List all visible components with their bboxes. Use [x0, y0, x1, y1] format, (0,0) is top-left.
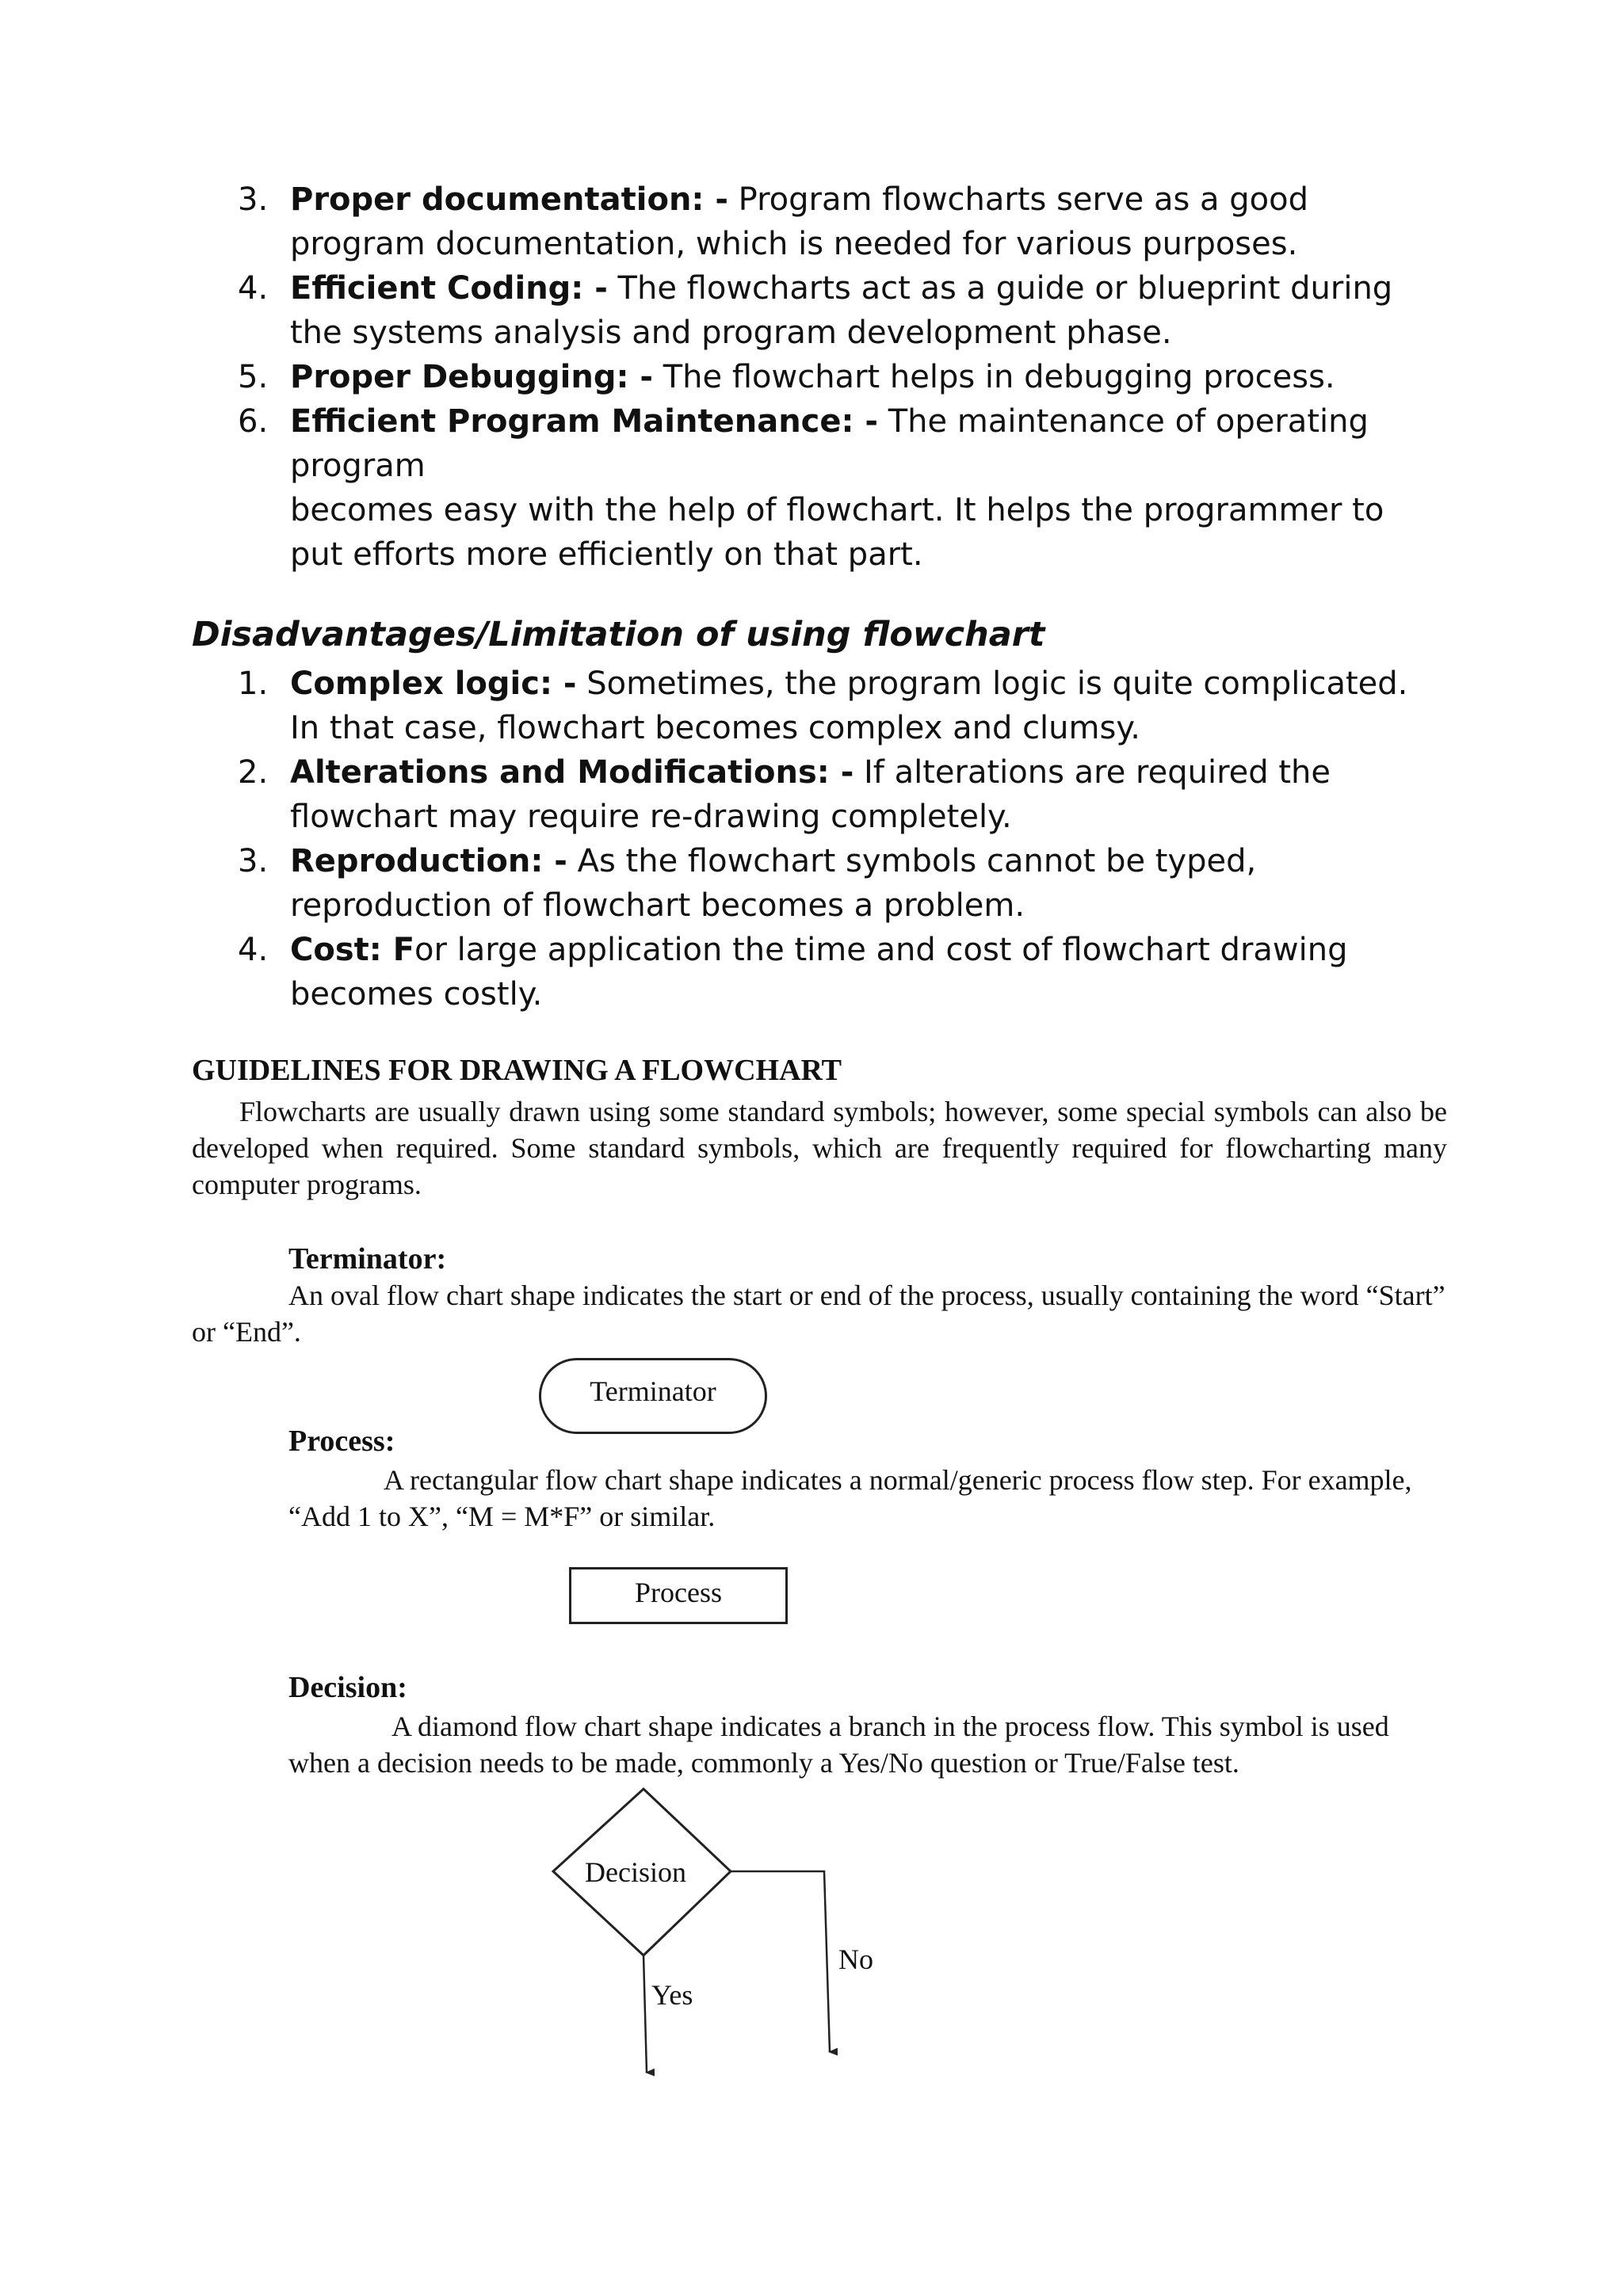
advantage-item-number: 4.: [238, 270, 269, 307]
advantage-item-line: [290, 488, 1442, 532]
advantage-item-line: [290, 532, 1442, 577]
disadvantage-item-text: As the flowchart symbols cannot be typed,: [567, 843, 1257, 879]
advantage-item-term: Efficient Coding: -: [290, 270, 608, 307]
disadvantage-item-term: Cost: F: [290, 932, 415, 968]
terminator-label: Terminator:: [288, 1242, 447, 1276]
disadvantage-item-line: [290, 795, 1442, 839]
disadvantage-item-number: 4.: [238, 932, 269, 968]
disadvantage-item-number: 1.: [238, 666, 269, 702]
disadvantage-item-line: [290, 883, 1442, 928]
disadvantage-item-line: [290, 839, 1442, 883]
disadvantages-list: [238, 662, 1442, 1016]
disadvantage-item-text: In that case, flowchart becomes complex and clumsy.: [290, 710, 1141, 746]
advantage-item-text: program documentation, which is needed for various purposes.: [290, 226, 1298, 262]
advantage-item: [238, 266, 1442, 355]
advantage-item-line: [290, 355, 1442, 399]
terminator-description: An oval flow chart shape indicates the start or end of the process, usually containing the word “Start” or “End”.: [192, 1280, 1445, 1348]
disadvantage-item-text: or large application the time and cost of flowchart drawing: [414, 932, 1348, 968]
advantages-list: [238, 177, 1442, 577]
advantage-item-text: program: [290, 448, 426, 484]
advantage-item-text: The flowchart helps in debugging process.: [653, 359, 1335, 395]
advantage-item-text: The flowcharts act as a guide or blueprint during: [607, 270, 1393, 307]
disadvantage-item-text: becomes costly.: [290, 976, 543, 1013]
advantage-item-line: [290, 222, 1442, 266]
process-shape: [569, 1567, 788, 1624]
advantage-item-term: Proper documentation: -: [290, 181, 728, 218]
disadvantage-item-term: Alterations and Modifications: -: [290, 754, 854, 791]
decision-diamond: [553, 1789, 731, 1955]
no-label: No: [838, 1943, 873, 1975]
advantage-item-text: The maintenance of operating: [878, 403, 1369, 440]
decision-shape-text: Decision: [585, 1856, 686, 1888]
disadvantages-heading: Disadvantages/Limitation of using flowchart: [192, 615, 1045, 654]
advantage-item-number: 3.: [238, 181, 269, 218]
advantage-item-line: [290, 444, 1442, 488]
disadvantage-item-term: Complex logic: -: [290, 666, 577, 702]
advantage-item-number: 6.: [238, 403, 269, 440]
disadvantage-item-text: Sometimes, the program logic is quite complicated.: [576, 666, 1408, 702]
disadvantage-item-term: Reproduction: -: [290, 843, 567, 879]
yes-branch-line: [643, 1955, 647, 2073]
advantage-item-line: [290, 177, 1442, 222]
disadvantage-item-text: If alterations are required the: [854, 754, 1331, 791]
disadvantage-item: [238, 750, 1442, 839]
disadvantage-item-line: [290, 750, 1442, 795]
decision-description: A diamond flow chart shape indicates a branch in the process flow. This symbol is used when a decision needs to be made, commonly a Yes/No question or True/False test.: [288, 1711, 1389, 1779]
process-shape-text: Process: [635, 1577, 722, 1608]
process-description: A rectangular flow chart shape indicates a normal/generic process flow step. For example, “Add 1 to X”, “M = M*F” or similar.: [288, 1464, 1412, 1532]
disadvantage-item-number: 3.: [238, 843, 269, 879]
terminator-shape: [539, 1358, 767, 1434]
disadvantage-item-line: [290, 706, 1442, 750]
disadvantage-item-text: flowchart may require re-drawing completely.: [290, 799, 1012, 835]
disadvantage-item-line: [290, 928, 1442, 972]
advantage-item-number: 5.: [238, 359, 269, 395]
disadvantage-item-line: [290, 662, 1442, 706]
no-branch-line: [731, 1871, 830, 2052]
guidelines-paragraph: Flowcharts are usually drawn using some standard symbols; however, some special symbols can also be developed when required. Some standard symbols, which are frequently required for flowcharting many computer programs.: [192, 1096, 1447, 1200]
disadvantage-item: [238, 839, 1442, 928]
process-label: Process:: [288, 1425, 395, 1458]
terminator-shape-text: Terminator: [590, 1375, 716, 1407]
advantage-item-term: Efficient Program Maintenance: -: [290, 403, 879, 440]
advantage-item-line: [290, 266, 1442, 311]
guidelines-heading: GUIDELINES FOR DRAWING A FLOWCHART: [192, 1054, 842, 1087]
advantage-item-text: Program flowcharts serve as a good: [727, 181, 1308, 218]
decision-label: Decision:: [288, 1671, 407, 1704]
advantage-item-text: becomes easy with the help of flowchart. It helps the programmer to: [290, 492, 1384, 528]
disadvantage-item: [238, 662, 1442, 750]
yes-label: Yes: [651, 1979, 693, 2011]
disadvantage-item: [238, 928, 1442, 1016]
advantage-item-term: Proper Debugging: -: [290, 359, 653, 395]
advantage-item: [238, 177, 1442, 266]
advantage-item: [238, 355, 1442, 399]
advantage-item-text: put efforts more efficiently on that part.: [290, 536, 923, 573]
advantage-item-line: [290, 311, 1442, 355]
disadvantage-item-number: 2.: [238, 754, 269, 791]
advantage-item-text: the systems analysis and program development phase.: [290, 315, 1172, 351]
advantage-item: [238, 399, 1442, 577]
advantage-item-line: [290, 399, 1442, 444]
disadvantage-item-line: [290, 972, 1442, 1016]
disadvantage-item-text: reproduction of flowchart becomes a problem.: [290, 887, 1025, 924]
